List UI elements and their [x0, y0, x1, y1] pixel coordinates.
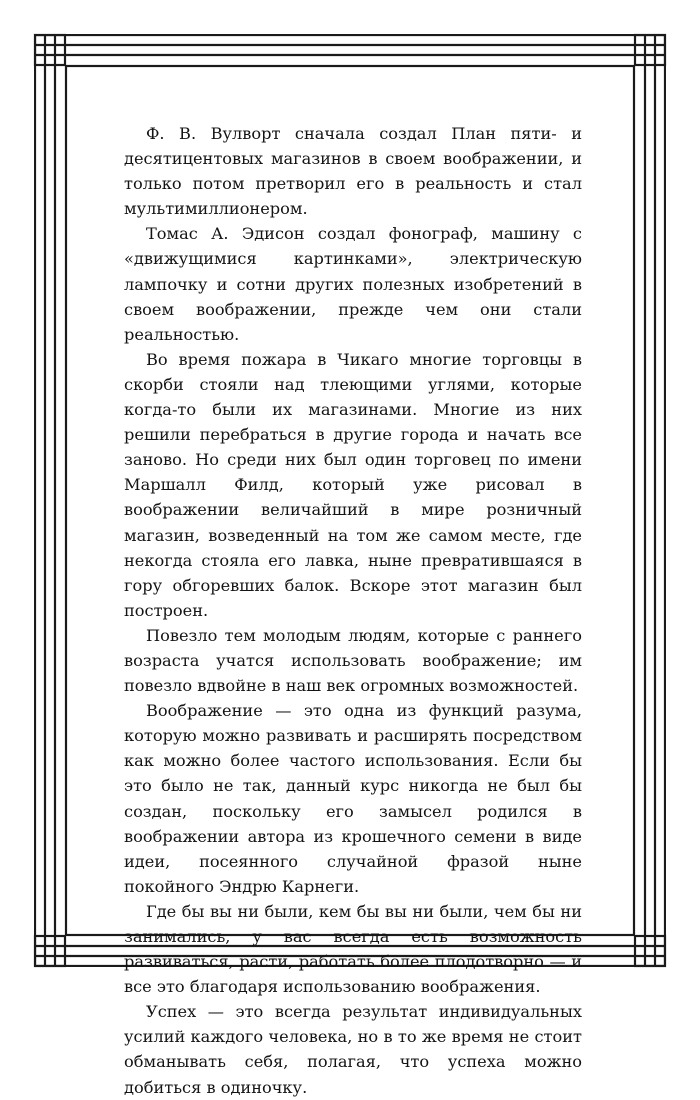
page-body-text — [124, 121, 582, 1100]
paragraph-4: Повезло тем молодым людям, которые с раннего возраста учатся использовать воображение; им повезло вдвойне в наш век огромных возможностей. — [124, 625, 582, 696]
paragraph-6: Где бы вы ни были, кем бы вы ни были, чем бы ни занимались, у вас всегда есть возможность развиваться, расти, работать более плодотворно — и все это благодаря использованию воображения. — [124, 901, 582, 997]
paragraph-3: Во время пожара в Чикаго многие торговцы в скорби стояли над тлеющими углями, которые когда-то были их магазинами. Многие из них решили перебраться в другие города и начать все заново. Но среди них был один торговец по имени Маршалл Филд, который уже рисовал в воображении величайший в мире розничный магазин, возведенный на том же самом месте, где некогда стояла его лавка, ныне превратившаяся в гору обгоревших балок. Вскоре этот магазин был построен. — [124, 349, 582, 620]
paragraph-2: Томас А. Эдисон создал фонограф, машину с «движущимися картинками», электрическую лампочку и сотни других полезных изобретений в своем воображении, прежде чем они стали реальностью. — [124, 224, 582, 344]
paragraph-5: Воображение — это одна из функций разума, которую можно развивать и расширять посредством как можно более частого использования. Если бы это было не так, данный курс никогда не был бы создан, поскольку его замысел родился в воображении автора из крошечного семени в виде идеи, посеянного случайной фразой ныне покойного Эндрю Карнеги. — [124, 701, 582, 896]
paragraph-1: Ф. В. Вулворт сначала создал План пяти- и десятицентовых магазинов в своем воображении, и только потом претворил его в реальность и стал мультимиллионером. — [124, 124, 582, 219]
paragraph-7: Успех — это всегда результат индивидуальных усилий каждого человека, но в то же время не стоит обманывать себя, полагая, что успеха можно добиться в одиночку. — [124, 1002, 582, 1097]
